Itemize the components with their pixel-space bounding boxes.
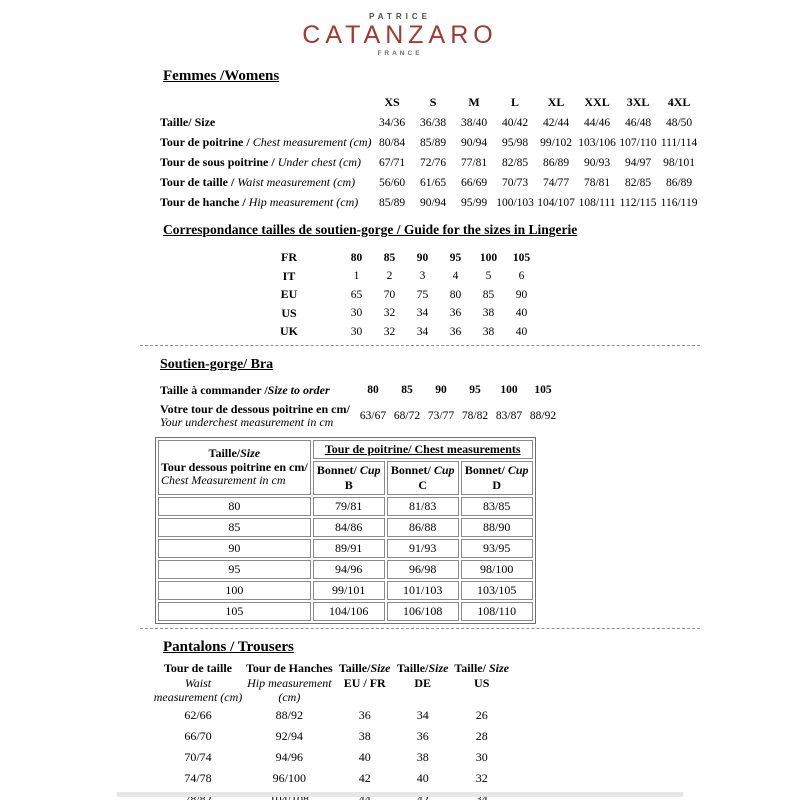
trousers-value: 94/96 xyxy=(275,749,304,764)
measurement-value: 90/94 xyxy=(460,136,488,149)
measurement-value: 103/106 xyxy=(578,136,616,149)
lingerie-row xyxy=(238,304,538,323)
cup-group-header-text: Tour de poitrine/ Chest measurements xyxy=(324,442,521,456)
trousers-value: 66/70 xyxy=(184,728,212,743)
trousers-row xyxy=(150,747,515,768)
cup-label-en: Cup xyxy=(433,463,455,477)
size-label-en: Size xyxy=(370,661,391,675)
bra-underchest-value: 83/87 xyxy=(495,409,523,422)
region-label: UK xyxy=(280,324,298,339)
measurement-value: 108/111 xyxy=(578,196,616,209)
measurement-value: 72/76 xyxy=(419,156,447,169)
cup-row xyxy=(158,560,533,579)
lingerie-size-value: 70 xyxy=(383,288,396,301)
trousers-value: 26 xyxy=(475,707,488,722)
measurement-label-fr: Taille/ Size xyxy=(160,115,216,129)
lingerie-size-value: 85 xyxy=(482,288,495,301)
measurement-value: 61/65 xyxy=(419,176,447,189)
cup-row xyxy=(158,497,533,516)
bra-order-label-en: Size to order xyxy=(267,382,330,397)
trousers-col-waist xyxy=(150,661,246,705)
trousers-row xyxy=(150,705,515,726)
measurement-label xyxy=(160,133,372,153)
lingerie-size-value: 38 xyxy=(482,325,495,338)
lingerie-size-value: 80 xyxy=(449,288,462,301)
cup-row-size: 90 xyxy=(158,539,311,558)
size-header: XL xyxy=(547,95,565,109)
lingerie-size-value: 65 xyxy=(350,288,363,301)
cup-row-size: 80 xyxy=(158,497,311,516)
size-label-fr: Taille/ xyxy=(338,661,371,675)
lingerie-size-value: 36 xyxy=(449,307,462,320)
measurement-value: 90/93 xyxy=(583,156,611,169)
measurement-value: 48/50 xyxy=(665,116,693,129)
measurement-value: 70/73 xyxy=(501,176,529,189)
cup-label-fr: Bonnet/ xyxy=(316,463,357,477)
cup-group-header xyxy=(313,440,533,459)
cup-row-size: 105 xyxy=(158,602,311,621)
cup-corner-line1 xyxy=(161,447,308,461)
bra-order-label-fr: Taille à commander / xyxy=(160,382,268,397)
bra-underchest-row xyxy=(160,400,560,431)
size-header: 4XL xyxy=(667,95,691,109)
trousers-col-hip xyxy=(246,661,333,705)
measurement-label-fr: Tour de hanche / xyxy=(160,195,246,209)
lingerie-size-value: 1 xyxy=(353,270,360,283)
trousers-value: 38 xyxy=(358,728,371,743)
measurement-value: 42/44 xyxy=(542,116,570,129)
cup-label-fr: Bonnet/ xyxy=(464,463,505,477)
measurement-value: 90/94 xyxy=(419,196,447,209)
bra-underchest-value: 68/72 xyxy=(393,409,421,422)
cup-measurement-value: 84/86 xyxy=(313,518,385,537)
trousers-value: 36 xyxy=(358,707,371,722)
size-region-code: EU / FR xyxy=(343,675,386,690)
bra-order-value: 100 xyxy=(500,384,518,396)
womens-measurement-row xyxy=(160,113,700,133)
page-footer-line xyxy=(117,792,683,797)
cup-measurement-value: 86/88 xyxy=(387,518,459,537)
trousers-value: 62/66 xyxy=(184,707,212,722)
trousers-col-eufr xyxy=(333,661,397,705)
region-label: EU xyxy=(280,287,298,302)
cup-measurement-value: 83/85 xyxy=(461,497,533,516)
size-header: XXL xyxy=(584,95,610,109)
lingerie-size-value: 40 xyxy=(515,325,528,338)
lingerie-size-value: 80 xyxy=(350,251,363,264)
cup-label-en: Cup xyxy=(359,463,381,477)
bra-underchest-label-fr: Votre tour de dessous poitrine en cm/ xyxy=(160,401,350,416)
lingerie-size-value: 34 xyxy=(416,307,429,320)
bra-underchest-value: 63/67 xyxy=(359,409,387,422)
lingerie-size-value: 100 xyxy=(479,251,498,264)
measurement-label-fr: Tour de sous poitrine / xyxy=(160,155,275,169)
measurement-value: 66/69 xyxy=(460,176,488,189)
lingerie-size-value: 36 xyxy=(449,325,462,338)
measurement-value: 67/71 xyxy=(378,156,406,169)
measurement-value: 111/114 xyxy=(660,136,698,149)
cup-row xyxy=(158,518,533,537)
trousers-value: 30 xyxy=(475,749,488,764)
cup-measurement-value: 93/95 xyxy=(461,539,533,558)
womens-section-heading: Femmes /Womens xyxy=(163,67,280,84)
measurement-value: 44/46 xyxy=(583,116,611,129)
waist-label-fr: Tour de taille xyxy=(163,661,232,675)
bra-underchest-label xyxy=(160,400,356,431)
cup-measurement-value: 108/110 xyxy=(461,602,533,621)
lingerie-row xyxy=(238,286,538,305)
cup-corner-line2: Tour dessous poitrine en cm/ xyxy=(161,459,308,474)
measurement-label-fr: Tour de poitrine / xyxy=(160,135,250,149)
lingerie-correspondence-table xyxy=(238,249,538,342)
brand-logo-country: FRANCE xyxy=(377,50,423,57)
measurement-value: 38/40 xyxy=(460,116,488,129)
cup-measurement-value: 81/83 xyxy=(387,497,459,516)
region-label: FR xyxy=(281,250,297,265)
cup-row xyxy=(158,602,533,621)
measurement-value: 100/103 xyxy=(496,196,534,209)
hip-label-fr: Tour de Hanches xyxy=(246,661,333,675)
cup-table-header-row-1 xyxy=(158,440,533,459)
cup-measurement-value: 89/91 xyxy=(313,539,385,558)
lingerie-size-value: 5 xyxy=(485,270,492,283)
cup-corner-size: Size xyxy=(240,446,261,461)
trousers-value: 38 xyxy=(416,749,429,764)
brand-logo xyxy=(0,0,800,58)
measurement-value: 86/89 xyxy=(542,156,570,169)
measurement-value: 94/97 xyxy=(624,156,652,169)
trousers-value: 28 xyxy=(475,728,488,743)
cup-measurement-value: 103/105 xyxy=(461,581,533,600)
bra-underchest-label-en: Your underchest measurement in cm xyxy=(160,414,334,429)
cup-measurement-value: 88/90 xyxy=(461,518,533,537)
empty-corner-cell xyxy=(160,93,372,113)
trousers-row xyxy=(150,726,515,747)
cup-row-size: 100 xyxy=(158,581,311,600)
lingerie-guide-heading: Correspondance tailles de soutien-gorge / Guide for the sizes in Lingerie xyxy=(163,221,578,237)
womens-size-table xyxy=(160,93,700,213)
hip-label-en2: (cm) xyxy=(278,690,301,704)
measurement-value: 82/85 xyxy=(501,156,529,169)
trousers-col-de xyxy=(397,661,449,705)
measurement-label-fr: Tour de taille / xyxy=(160,175,235,189)
cup-measurement-value: 94/96 xyxy=(313,560,385,579)
size-label-fr: Taille/ xyxy=(396,661,429,675)
waist-label-en2: measurement (cm) xyxy=(153,690,243,704)
measurement-value: 85/89 xyxy=(419,136,447,149)
measurement-value: 86/89 xyxy=(665,176,693,189)
trousers-header-row xyxy=(150,661,515,705)
measurement-value: 82/85 xyxy=(624,176,652,189)
lingerie-size-value: 32 xyxy=(383,307,396,320)
size-label-en: Size xyxy=(488,661,509,675)
dashed-divider xyxy=(140,345,700,346)
lingerie-row xyxy=(238,249,538,268)
bra-cup-table xyxy=(155,437,536,624)
trousers-value: 96/100 xyxy=(272,770,307,785)
dashed-divider xyxy=(140,628,700,629)
trousers-value: 70/74 xyxy=(184,749,212,764)
trousers-value: 40 xyxy=(416,770,429,785)
measurement-value: 95/98 xyxy=(501,136,529,149)
cup-measurement-value: 104/106 xyxy=(313,602,385,621)
bra-order-value: 95 xyxy=(469,384,481,396)
trousers-value: 42 xyxy=(358,770,371,785)
trousers-value: 34 xyxy=(416,707,429,722)
trousers-section-heading: Pantalons / Trousers xyxy=(163,639,294,655)
measurement-value: 112/115 xyxy=(619,196,657,209)
measurement-value: 40/42 xyxy=(501,116,529,129)
brand-logo-name: CATANZARO xyxy=(302,21,498,49)
bra-underchest-value: 88/92 xyxy=(529,409,557,422)
size-label-en: Size xyxy=(428,661,449,675)
bra-underchest-value: 78/82 xyxy=(461,409,489,422)
region-label: US xyxy=(281,305,297,320)
measurement-value: 116/119 xyxy=(660,196,698,209)
lingerie-size-value: 85 xyxy=(383,251,396,264)
trousers-value: 74/78 xyxy=(184,770,212,785)
cup-measurement-value: 96/98 xyxy=(387,560,459,579)
cup-column-header-c xyxy=(387,461,459,495)
lingerie-size-value: 105 xyxy=(512,251,531,264)
measurement-value: 104/107 xyxy=(537,196,575,209)
measurement-label xyxy=(160,193,372,213)
trousers-row xyxy=(150,768,515,789)
measurement-value: 107/110 xyxy=(619,136,657,149)
size-label-fr: Taille/ xyxy=(454,661,489,675)
trousers-value: 40 xyxy=(358,749,371,764)
measurement-value: 36/38 xyxy=(419,116,447,129)
bra-order-row xyxy=(160,380,560,400)
cup-measurement-value: 98/100 xyxy=(461,560,533,579)
cup-measurement-value: 101/103 xyxy=(387,581,459,600)
cup-column-header-b xyxy=(313,461,385,495)
size-region-code: DE xyxy=(414,675,432,690)
lingerie-size-value: 3 xyxy=(419,270,426,283)
lingerie-size-value: 40 xyxy=(515,307,528,320)
cup-label-fr: Bonnet/ xyxy=(390,463,431,477)
hip-label-en1: Hip measurement xyxy=(247,675,332,690)
lingerie-size-value: 2 xyxy=(386,270,393,283)
womens-measurement-row xyxy=(160,153,700,173)
lingerie-row xyxy=(238,267,538,286)
cup-table-corner-cell xyxy=(158,440,311,495)
trousers-value: 92/94 xyxy=(275,728,304,743)
measurement-value: 80/84 xyxy=(378,136,406,149)
measurement-label-en: Waist measurement (cm) xyxy=(234,175,356,189)
bra-order-value: 80 xyxy=(367,384,379,396)
cup-column-header-d xyxy=(461,461,533,495)
waist-label-en1: Waist xyxy=(184,675,212,690)
trousers-size-table xyxy=(150,661,515,800)
measurement-value: 95/99 xyxy=(460,196,488,209)
womens-header-row xyxy=(160,93,700,113)
womens-measurement-row xyxy=(160,193,700,213)
lingerie-size-value: 30 xyxy=(350,325,363,338)
size-header: S xyxy=(429,95,437,109)
bra-order-value: 85 xyxy=(401,384,413,396)
measurement-value: 99/102 xyxy=(540,136,573,149)
cup-corner-taille: Taille/ xyxy=(208,446,241,461)
womens-measurement-row xyxy=(160,173,700,193)
measurement-value: 98/101 xyxy=(663,156,696,169)
lingerie-row xyxy=(238,323,538,342)
measurement-value: 85/89 xyxy=(378,196,406,209)
cup-row xyxy=(158,539,533,558)
cup-measurement-value: 79/81 xyxy=(313,497,385,516)
lingerie-size-value: 6 xyxy=(518,270,525,283)
region-label: IT xyxy=(282,268,296,283)
size-header: 3XL xyxy=(626,95,650,109)
bra-size-table xyxy=(160,380,560,431)
size-header: M xyxy=(468,95,480,109)
size-header: L xyxy=(511,95,520,109)
womens-measurement-row xyxy=(160,133,700,153)
cup-label-en: Cup xyxy=(507,463,529,477)
measurement-value: 77/81 xyxy=(460,156,488,169)
measurement-label-en: Hip measurement (cm) xyxy=(245,195,359,209)
cup-measurement-value: 99/101 xyxy=(313,581,385,600)
trousers-value: 88/92 xyxy=(275,707,304,722)
lingerie-size-value: 38 xyxy=(482,307,495,320)
size-region-code: US xyxy=(474,675,490,690)
trousers-col-us xyxy=(449,661,515,705)
lingerie-size-value: 95 xyxy=(449,251,462,264)
cup-measurement-value: 106/108 xyxy=(387,602,459,621)
bra-order-label xyxy=(160,380,356,400)
measurement-label xyxy=(160,173,372,193)
cup-row-size: 85 xyxy=(158,518,311,537)
cup-letter: D xyxy=(492,478,502,492)
cup-row xyxy=(158,581,533,600)
lingerie-size-value: 30 xyxy=(350,307,363,320)
size-header: XS xyxy=(384,95,400,109)
lingerie-size-value: 34 xyxy=(416,325,429,338)
measurement-value: 74/77 xyxy=(542,176,570,189)
lingerie-size-value: 4 xyxy=(452,270,459,283)
trousers-value: 36 xyxy=(416,728,429,743)
brand-logo-top-text: PATRICE xyxy=(369,12,431,21)
measurement-label xyxy=(160,153,372,173)
bra-order-value: 105 xyxy=(534,384,552,396)
cup-row-size: 95 xyxy=(158,560,311,579)
measurement-value: 46/48 xyxy=(624,116,652,129)
lingerie-size-value: 90 xyxy=(416,251,429,264)
measurement-label-en: Under chest (cm) xyxy=(274,155,362,169)
cup-letter: C xyxy=(418,478,428,492)
lingerie-size-value: 32 xyxy=(383,325,396,338)
bra-section-heading: Soutien-gorge/ Bra xyxy=(160,357,274,372)
bra-order-value: 90 xyxy=(435,384,447,396)
measurement-value: 56/60 xyxy=(378,176,406,189)
cup-letter: B xyxy=(344,478,353,492)
measurement-value: 78/81 xyxy=(583,176,611,189)
measurement-label-en: Chest measurement (cm) xyxy=(249,135,372,149)
cup-measurement-value: 91/93 xyxy=(387,539,459,558)
lingerie-size-value: 75 xyxy=(416,288,429,301)
trousers-value: 32 xyxy=(475,770,488,785)
cup-corner-line3: Chest Measurement in cm xyxy=(161,473,286,488)
lingerie-size-value: 90 xyxy=(515,288,528,301)
measurement-value: 34/36 xyxy=(378,116,406,129)
measurement-label xyxy=(160,113,372,133)
bra-underchest-value: 73/77 xyxy=(427,409,455,422)
